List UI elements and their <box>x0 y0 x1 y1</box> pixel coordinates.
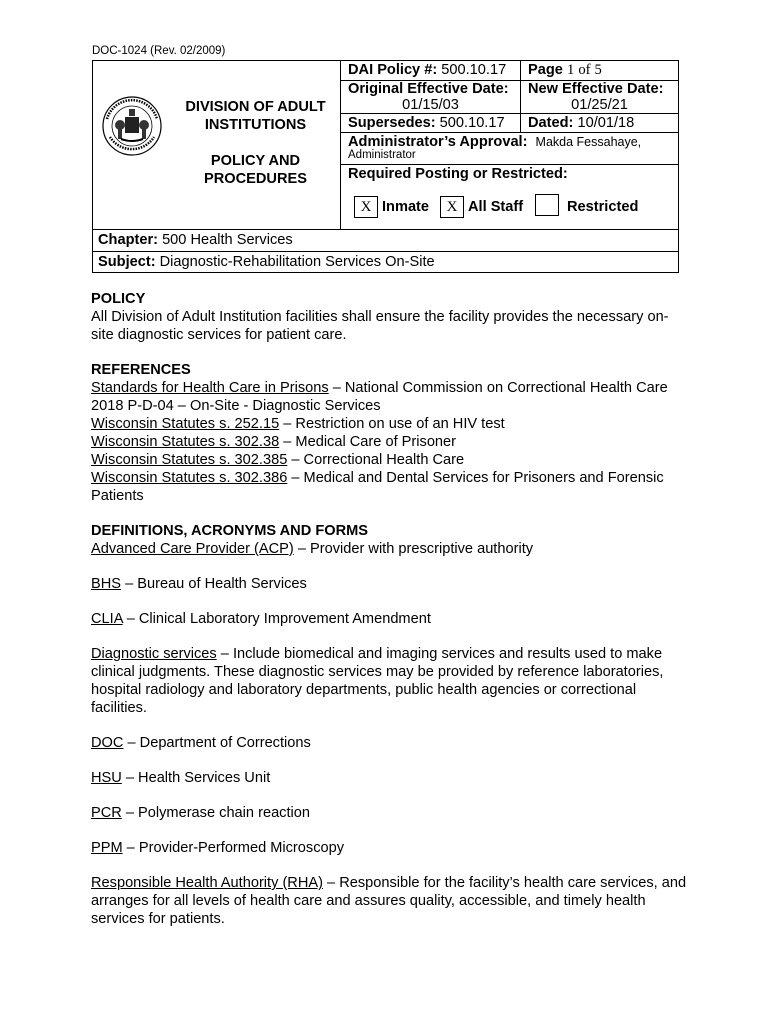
supersedes-label: Supersedes: <box>348 115 436 131</box>
header-rule <box>93 251 678 252</box>
dated <box>528 115 634 132</box>
reference-item <box>91 451 691 469</box>
inmate-checkbox-label: Inmate <box>382 199 430 215</box>
wisconsin-seal-icon <box>101 95 163 157</box>
definition-item <box>91 804 691 822</box>
policy-heading: POLICY <box>91 291 146 307</box>
definition-text: – Clinical Laboratory Improvement Amendment <box>122 611 431 627</box>
admin-title: Administrator <box>348 149 416 161</box>
original-effective-date: 01/15/03 <box>402 97 459 113</box>
admin-approval-label: Administrator’s Approval: <box>348 134 528 150</box>
dated-value: 10/01/18 <box>577 115 635 131</box>
references-heading: REFERENCES <box>91 362 191 378</box>
definition-text: – Include biomedical and imaging services and results used to make clinical judgments. These diagnostic services may be provided by reference laboratories, hospital radiology and laboratory departments, public health agencies or correctional facilities. <box>91 646 664 716</box>
subject-label: Subject: <box>98 254 156 270</box>
reference-link[interactable]: Wisconsin Statutes s. 252.15 <box>91 416 280 432</box>
reference-text: – Correctional Health Care <box>287 452 465 468</box>
posting-label: Required Posting or Restricted: <box>348 166 568 182</box>
original-effective-label: Original Effective Date: <box>348 81 509 97</box>
reference-text: – Medical Care of Prisoner <box>279 434 457 450</box>
page-total: 5 <box>594 62 602 78</box>
definition-term: DOC <box>91 735 124 751</box>
subject-value: Diagnostic-Rehabilitation Services On-Site <box>159 254 435 270</box>
reference-link[interactable]: Wisconsin Statutes s. 302.38 <box>91 434 280 450</box>
division-title <box>173 98 338 134</box>
policy-title-line: PROCEDURES <box>204 171 307 187</box>
reference-text: – Restriction on use of an HIV test <box>279 416 505 432</box>
restricted-checkbox[interactable] <box>535 194 559 216</box>
definition-item <box>91 540 691 558</box>
reference-link[interactable]: Wisconsin Statutes s. 302.385 <box>91 452 288 468</box>
chapter-value: 500 Health Services <box>162 232 293 248</box>
definition-text: – Bureau of Health Services <box>121 576 307 592</box>
reference-item <box>91 415 691 433</box>
definition-term: CLIA <box>91 611 123 627</box>
reference-link[interactable]: Wisconsin Statutes s. 302.386 <box>91 470 288 486</box>
definition-term: BHS <box>91 576 122 592</box>
restricted-checkbox-label: Restricted <box>567 199 639 215</box>
inmate-checkbox[interactable]: X <box>354 196 378 218</box>
policy-body <box>91 290 691 928</box>
dated-label: Dated: <box>528 115 574 131</box>
division-line: DIVISION OF ADULT <box>185 99 326 115</box>
page-current: 1 <box>566 62 575 78</box>
all-staff-checkbox-label: All Staff <box>468 199 524 215</box>
definition-text: – Polymerase chain reaction <box>121 805 311 821</box>
policy-number <box>348 62 506 79</box>
definition-text: – Responsible for the facility’s health care services, and arranges for all levels of health care and assures quality, accessible, and timely health services for patients. <box>91 875 687 927</box>
page-indicator <box>528 62 602 79</box>
definition-term: Diagnostic services <box>91 646 217 662</box>
definition-item <box>91 874 691 928</box>
page-of: of <box>578 62 591 78</box>
definition-term: PPM <box>91 840 123 856</box>
definition-text: – Provider-Performed Microscopy <box>122 840 345 856</box>
page-label: Page <box>528 62 563 78</box>
policy-title-line: POLICY AND <box>210 153 301 169</box>
admin-name: Makda Fessahaye, <box>535 135 642 149</box>
supersedes-value: 500.10.17 <box>439 115 505 131</box>
division-line: INSTITUTIONS <box>204 117 307 133</box>
definition-item <box>91 645 691 717</box>
policy-number-value: 500.10.17 <box>441 62 507 78</box>
all-staff-checkbox[interactable]: X <box>440 196 464 218</box>
policy-number-label: DAI Policy #: <box>348 62 438 78</box>
reference-item <box>91 469 691 505</box>
new-effective-label: New Effective Date: <box>528 81 664 97</box>
chapter-row <box>98 232 293 248</box>
policy-procedures-title <box>173 152 338 188</box>
definition-text: – Department of Corrections <box>123 735 311 751</box>
definition-text: – Health Services Unit <box>121 770 271 786</box>
reference-text: – Medical and Dental Services for Prisoners and Forensic Patients <box>91 470 664 504</box>
definition-item <box>91 734 691 752</box>
reference-item <box>91 379 691 415</box>
definition-term: PCR <box>91 805 122 821</box>
form-number: DOC-1024 (Rev. 02/2009) <box>92 45 226 57</box>
header-divider <box>340 61 341 230</box>
header-rule <box>93 229 678 230</box>
new-effective-date: 01/25/21 <box>571 97 628 113</box>
reference-link[interactable]: Standards for Health Care in Prisons <box>91 380 329 396</box>
definition-term: Advanced Care Provider (ACP) <box>91 541 294 557</box>
definition-item <box>91 610 691 628</box>
definition-item <box>91 575 691 593</box>
definition-term: Responsible Health Authority (RHA) <box>91 875 323 891</box>
definition-term: HSU <box>91 770 122 786</box>
subject-row <box>98 254 435 270</box>
definition-text: – Provider with prescriptive authority <box>293 541 534 557</box>
definitions-heading: DEFINITIONS, ACRONYMS AND FORMS <box>91 523 369 539</box>
policy-header-table <box>92 60 679 273</box>
definition-item <box>91 839 691 857</box>
cell-border <box>340 164 678 165</box>
cell-border <box>340 132 678 133</box>
chapter-label: Chapter: <box>98 232 158 248</box>
definition-item <box>91 769 691 787</box>
policy-text: All Division of Adult Institution facilities shall ensure the facility provides the necessary on-site diagnostic services for patient care. <box>91 309 669 343</box>
reference-item <box>91 433 691 451</box>
supersedes <box>348 115 505 132</box>
reference-text: – National Commission on Correctional Health Care 2018 P-D-04 – On-Site - Diagnostic Services <box>91 380 668 414</box>
